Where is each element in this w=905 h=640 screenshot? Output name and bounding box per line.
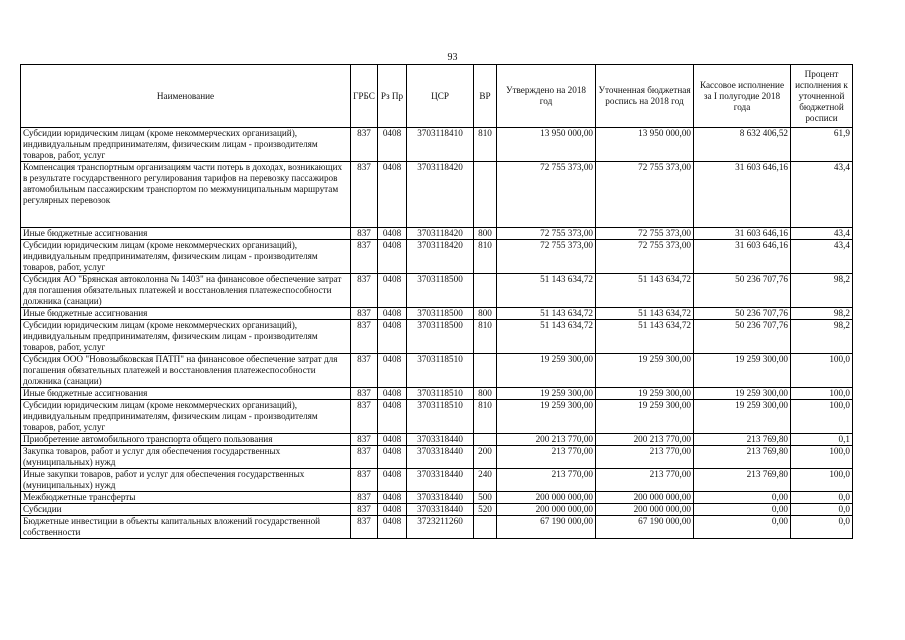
cell-rzpr: 0408 xyxy=(378,162,407,228)
cell-csr: 3703318440 xyxy=(407,446,474,469)
cell-refined: 72 755 373,00 xyxy=(596,228,694,240)
cell-cash: 0,00 xyxy=(694,516,791,539)
cell-percent: 100,0 xyxy=(791,354,853,388)
cell-grbs: 837 xyxy=(351,308,378,320)
col-header-name: Наименование xyxy=(21,65,351,128)
cell-refined: 72 755 373,00 xyxy=(596,240,694,274)
header-row xyxy=(21,65,853,128)
cell-approved: 13 950 000,00 xyxy=(497,128,596,162)
table-row xyxy=(21,228,853,240)
cell-rzpr: 0408 xyxy=(378,274,407,308)
cell-cash: 31 603 646,16 xyxy=(694,162,791,228)
cell-refined: 67 190 000,00 xyxy=(596,516,694,539)
table-row xyxy=(21,400,853,434)
cell-refined: 19 259 300,00 xyxy=(596,400,694,434)
cell-csr: 3703318440 xyxy=(407,434,474,446)
cell-grbs: 837 xyxy=(351,240,378,274)
cell-csr: 3703118410 xyxy=(407,128,474,162)
cell-percent: 61,9 xyxy=(791,128,853,162)
page-number: 93 xyxy=(447,52,458,63)
cell-vr xyxy=(474,162,497,228)
cell-name: Субсидии юридическим лицам (кроме некоммерческих организаций), индивидуальным предпринимателям, физическим лицам - производителям товаров, работ, услуг xyxy=(21,240,351,274)
cell-percent: 43,4 xyxy=(791,162,853,228)
table-row xyxy=(21,240,853,274)
cell-refined: 51 143 634,72 xyxy=(596,320,694,354)
cell-grbs: 837 xyxy=(351,274,378,308)
cell-refined: 51 143 634,72 xyxy=(596,274,694,308)
cell-name: Приобретение автомобильного транспорта общего пользования xyxy=(21,434,351,446)
cell-name: Субсидия АО "Брянская автоколонна № 1403" на финансовое обеспечение затрат для погашения обязательных платежей и восстановления платежеспособности должника (санации) xyxy=(21,274,351,308)
cell-csr: 3703318440 xyxy=(407,504,474,516)
cell-name: Иные бюджетные ассигнования xyxy=(21,388,351,400)
cell-percent: 98,2 xyxy=(791,308,853,320)
cell-rzpr: 0408 xyxy=(378,308,407,320)
cell-cash: 31 603 646,16 xyxy=(694,228,791,240)
cell-refined: 51 143 634,72 xyxy=(596,308,694,320)
col-header-refined: Уточненная бюджетная роспись на 2018 год xyxy=(596,65,694,128)
cell-grbs: 837 xyxy=(351,516,378,539)
cell-name: Межбюджетные трансферты xyxy=(21,492,351,504)
cell-name: Субсидии xyxy=(21,504,351,516)
cell-refined: 19 259 300,00 xyxy=(596,388,694,400)
col-header-approved: Утверждено на 2018 год xyxy=(497,65,596,128)
cell-vr xyxy=(474,354,497,388)
cell-approved: 72 755 373,00 xyxy=(497,162,596,228)
cell-csr: 3703118420 xyxy=(407,240,474,274)
cell-grbs: 837 xyxy=(351,469,378,492)
cell-vr xyxy=(474,516,497,539)
cell-vr: 500 xyxy=(474,492,497,504)
table-row xyxy=(21,128,853,162)
cell-rzpr: 0408 xyxy=(378,354,407,388)
cell-cash: 0,00 xyxy=(694,504,791,516)
cell-csr: 3703318440 xyxy=(407,469,474,492)
cell-name: Субсидии юридическим лицам (кроме некоммерческих организаций), индивидуальным предпринимателям, физическим лицам - производителям товаров, работ, услуг xyxy=(21,320,351,354)
cell-percent: 0,1 xyxy=(791,434,853,446)
col-header-rzpr: Рз Пр xyxy=(378,65,407,128)
table-row xyxy=(21,162,853,228)
col-header-csr: ЦСР xyxy=(407,65,474,128)
cell-csr: 3703118420 xyxy=(407,162,474,228)
cell-percent: 100,0 xyxy=(791,469,853,492)
cell-refined: 13 950 000,00 xyxy=(596,128,694,162)
cell-vr: 810 xyxy=(474,320,497,354)
cell-vr: 800 xyxy=(474,228,497,240)
cell-percent: 43,4 xyxy=(791,240,853,274)
cell-approved: 51 143 634,72 xyxy=(497,308,596,320)
cell-approved: 213 770,00 xyxy=(497,446,596,469)
cell-csr: 3703318440 xyxy=(407,492,474,504)
cell-cash: 213 769,80 xyxy=(694,469,791,492)
cell-approved: 51 143 634,72 xyxy=(497,320,596,354)
cell-percent: 0,0 xyxy=(791,516,853,539)
cell-approved: 19 259 300,00 xyxy=(497,388,596,400)
cell-percent: 98,2 xyxy=(791,320,853,354)
cell-grbs: 837 xyxy=(351,128,378,162)
table-row xyxy=(21,274,853,308)
col-header-grbs: ГРБС xyxy=(351,65,378,128)
cell-cash: 8 632 406,52 xyxy=(694,128,791,162)
cell-grbs: 837 xyxy=(351,492,378,504)
table-row xyxy=(21,308,853,320)
cell-csr: 3703118500 xyxy=(407,320,474,354)
cell-approved: 200 213 770,00 xyxy=(497,434,596,446)
cell-cash: 19 259 300,00 xyxy=(694,400,791,434)
cell-grbs: 837 xyxy=(351,400,378,434)
table-row xyxy=(21,354,853,388)
cell-vr xyxy=(474,274,497,308)
cell-refined: 200 000 000,00 xyxy=(596,504,694,516)
cell-approved: 200 000 000,00 xyxy=(497,504,596,516)
cell-rzpr: 0408 xyxy=(378,504,407,516)
cell-vr: 200 xyxy=(474,446,497,469)
cell-vr xyxy=(474,434,497,446)
cell-refined: 213 770,00 xyxy=(596,446,694,469)
cell-cash: 213 769,80 xyxy=(694,446,791,469)
cell-refined: 200 000 000,00 xyxy=(596,492,694,504)
cell-rzpr: 0408 xyxy=(378,388,407,400)
table-row xyxy=(21,434,853,446)
cell-grbs: 837 xyxy=(351,162,378,228)
cell-approved: 200 000 000,00 xyxy=(497,492,596,504)
cell-csr: 3703118510 xyxy=(407,400,474,434)
cell-vr: 810 xyxy=(474,240,497,274)
cell-cash: 31 603 646,16 xyxy=(694,240,791,274)
cell-vr: 800 xyxy=(474,308,497,320)
cell-grbs: 837 xyxy=(351,434,378,446)
cell-rzpr: 0408 xyxy=(378,240,407,274)
cell-vr: 520 xyxy=(474,504,497,516)
cell-name: Бюджетные инвестиции в объекты капитальных вложений государственной собственности xyxy=(21,516,351,539)
cell-vr: 810 xyxy=(474,128,497,162)
table-row xyxy=(21,492,853,504)
cell-refined: 19 259 300,00 xyxy=(596,354,694,388)
cell-vr: 810 xyxy=(474,400,497,434)
cell-refined: 213 770,00 xyxy=(596,469,694,492)
cell-csr: 3703118500 xyxy=(407,274,474,308)
cell-cash: 50 236 707,76 xyxy=(694,308,791,320)
cell-approved: 72 755 373,00 xyxy=(497,240,596,274)
cell-percent: 0,0 xyxy=(791,492,853,504)
cell-rzpr: 0408 xyxy=(378,446,407,469)
cell-refined: 200 213 770,00 xyxy=(596,434,694,446)
table-row xyxy=(21,504,853,516)
cell-rzpr: 0408 xyxy=(378,469,407,492)
cell-cash: 19 259 300,00 xyxy=(694,388,791,400)
cell-name: Иные бюджетные ассигнования xyxy=(21,228,351,240)
cell-csr: 3703118510 xyxy=(407,354,474,388)
cell-name: Иные бюджетные ассигнования xyxy=(21,308,351,320)
cell-percent: 43,4 xyxy=(791,228,853,240)
cell-name: Субсидии юридическим лицам (кроме некоммерческих организаций), индивидуальным предпринимателям, физическим лицам - производителям товаров, работ, услуг xyxy=(21,128,351,162)
col-header-cash: Кассовое исполнение за I полугодие 2018 года xyxy=(694,65,791,128)
cell-rzpr: 0408 xyxy=(378,492,407,504)
cell-approved: 67 190 000,00 xyxy=(497,516,596,539)
cell-rzpr: 0408 xyxy=(378,516,407,539)
cell-approved: 51 143 634,72 xyxy=(497,274,596,308)
cell-rzpr: 0408 xyxy=(378,128,407,162)
table-row xyxy=(21,388,853,400)
cell-approved: 213 770,00 xyxy=(497,469,596,492)
col-header-percent: Процент исполнения к уточненной бюджетной росписи xyxy=(791,65,853,128)
cell-approved: 72 755 373,00 xyxy=(497,228,596,240)
cell-approved: 19 259 300,00 xyxy=(497,354,596,388)
cell-grbs: 837 xyxy=(351,388,378,400)
cell-rzpr: 0408 xyxy=(378,320,407,354)
budget-table xyxy=(20,64,853,539)
cell-grbs: 837 xyxy=(351,228,378,240)
table-row xyxy=(21,446,853,469)
cell-cash: 213 769,80 xyxy=(694,434,791,446)
cell-name: Субсидии юридическим лицам (кроме некоммерческих организаций), индивидуальным предпринимателям, физическим лицам - производителям товаров, работ, услуг xyxy=(21,400,351,434)
cell-csr: 3703118500 xyxy=(407,308,474,320)
cell-name: Субсидия ООО "Новозыбковская ПАТП" на финансовое обеспечение затрат для погашения обязательных платежей и восстановления платежеспособности должника (санации) xyxy=(21,354,351,388)
table-row xyxy=(21,469,853,492)
table-row xyxy=(21,320,853,354)
cell-name: Закупка товаров, работ и услуг для обеспечения государственных (муниципальных) нужд xyxy=(21,446,351,469)
cell-vr: 800 xyxy=(474,388,497,400)
cell-cash: 0,00 xyxy=(694,492,791,504)
cell-percent: 0,0 xyxy=(791,504,853,516)
cell-percent: 100,0 xyxy=(791,388,853,400)
cell-percent: 98,2 xyxy=(791,274,853,308)
cell-grbs: 837 xyxy=(351,504,378,516)
cell-name: Иные закупки товаров, работ и услуг для обеспечения государственных (муниципальных) нужд xyxy=(21,469,351,492)
cell-rzpr: 0408 xyxy=(378,434,407,446)
col-header-vr: ВР xyxy=(474,65,497,128)
cell-vr: 240 xyxy=(474,469,497,492)
cell-grbs: 837 xyxy=(351,354,378,388)
cell-grbs: 837 xyxy=(351,320,378,354)
cell-cash: 50 236 707,76 xyxy=(694,274,791,308)
cell-percent: 100,0 xyxy=(791,446,853,469)
cell-cash: 50 236 707,76 xyxy=(694,320,791,354)
table-row xyxy=(21,516,853,539)
cell-percent: 100,0 xyxy=(791,400,853,434)
cell-cash: 19 259 300,00 xyxy=(694,354,791,388)
cell-name: Компенсация транспортным организациям части потерь в доходах, возникающих в результате государственного регулирования тарифов на перевозку пассажиров автомобильным пассажирским транспортом по межмуниципальным маршрутам регулярных перевозок xyxy=(21,162,351,228)
cell-csr: 3703118510 xyxy=(407,388,474,400)
cell-csr: 3723211260 xyxy=(407,516,474,539)
cell-refined: 72 755 373,00 xyxy=(596,162,694,228)
cell-rzpr: 0408 xyxy=(378,400,407,434)
cell-approved: 19 259 300,00 xyxy=(497,400,596,434)
cell-rzpr: 0408 xyxy=(378,228,407,240)
cell-csr: 3703118420 xyxy=(407,228,474,240)
cell-grbs: 837 xyxy=(351,446,378,469)
